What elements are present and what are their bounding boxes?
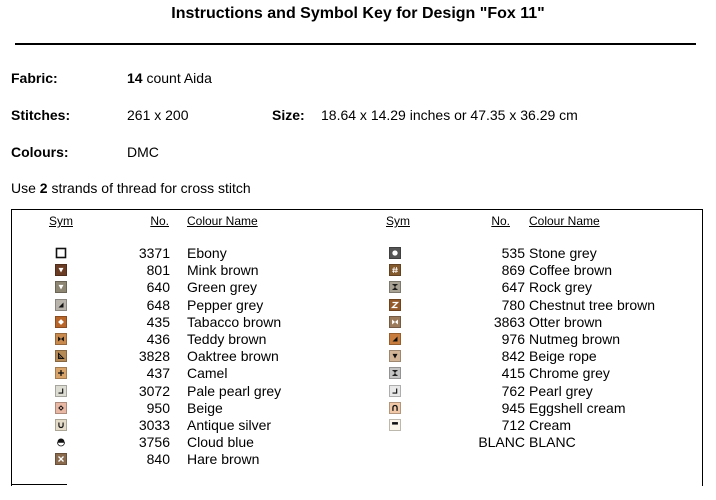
symbol-key-bottom-rule [11, 484, 67, 485]
document-title: Instructions and Symbol Key for Design "Fox 11" [171, 5, 545, 22]
right-colour-name-header: Colour Name [529, 214, 600, 228]
colour-name: Stone grey [529, 245, 597, 261]
dmc-number: 415 [501, 365, 525, 382]
stitches-value: 261 x 200 [127, 107, 189, 123]
colour-name: Beige [187, 399, 223, 416]
key-row [0, 365, 716, 382]
hash-icon [389, 264, 401, 276]
key-row [0, 297, 716, 314]
colour-name: Cloud blue [187, 434, 254, 451]
dmc-number: 3072 [138, 382, 170, 399]
colour-name: Otter brown [529, 313, 603, 330]
colour-name: Rock grey [529, 279, 593, 296]
dmc-number: 3756 [138, 434, 170, 451]
colour-name: Tabacco brown [187, 313, 282, 330]
corner-triangle-icon [389, 333, 401, 345]
dmc-number: 648 [146, 296, 170, 313]
size-label: Size: [272, 107, 305, 123]
note-strands: 2 [39, 180, 48, 196]
bar-icon [389, 419, 401, 431]
note-prefix: Use [11, 180, 40, 196]
colour-name: Pearl grey [529, 382, 593, 399]
colour-name: Pale pearl grey [187, 382, 282, 399]
key-row [0, 434, 716, 451]
key-row [0, 262, 716, 279]
colour-name: Nutmeg brown [529, 331, 621, 347]
dmc-number: 3371 [138, 245, 170, 261]
dmc-number: 842 [501, 348, 525, 365]
title-divider [15, 43, 696, 45]
dmc-number: 712 [501, 417, 525, 433]
left-sym-header: Sym [49, 214, 73, 228]
dmc-number: 780 [501, 296, 525, 313]
size-value: 18.64 x 14.29 inches or 47.35 x 36.29 cm [321, 107, 578, 123]
dmc-number: 436 [146, 331, 170, 347]
fabric-count: 14 [127, 70, 143, 86]
blank-icon [389, 436, 401, 448]
fabric-text: count Aida [142, 70, 212, 86]
colour-name: Coffee brown [529, 262, 613, 279]
key-row [0, 383, 716, 400]
corner-icon [389, 385, 401, 397]
dmc-number: 3033 [138, 417, 170, 433]
left-no-header: No. [150, 214, 169, 228]
dmc-number: 435 [146, 313, 170, 330]
dmc-number: 840 [146, 451, 170, 468]
dmc-number: 869 [501, 262, 525, 279]
hourglass-icon [389, 281, 401, 293]
bowtie-icon [389, 316, 401, 328]
colours-label: Colours: [11, 144, 69, 160]
key-row [0, 279, 716, 296]
dmc-number: 3863 [493, 313, 525, 330]
hourglass-icon [389, 367, 401, 379]
fabric-label: Fabric: [11, 70, 58, 86]
x-icon [55, 453, 67, 465]
key-row [0, 331, 716, 348]
left-colour-name-header: Colour Name [187, 214, 258, 228]
stitches-label: Stitches: [11, 107, 71, 123]
colour-name: Teddy brown [187, 331, 267, 347]
colour-name: Cream [529, 417, 572, 433]
colour-name: BLANC [529, 434, 576, 451]
arch-icon [389, 402, 401, 414]
dmc-number: 647 [501, 279, 525, 296]
z-icon [389, 299, 401, 311]
fabric-value [127, 70, 212, 86]
key-row [0, 245, 716, 262]
dmc-number: 976 [501, 331, 525, 347]
colour-name: Eggshell cream [529, 399, 626, 416]
colour-name: Camel [187, 365, 228, 382]
dmc-number: 945 [501, 399, 525, 416]
dmc-number: 950 [146, 399, 170, 416]
colour-name: Oaktree brown [187, 348, 279, 365]
dmc-number: 3828 [138, 348, 170, 365]
colour-name: Chrome grey [529, 365, 610, 382]
dmc-number: 535 [501, 245, 525, 261]
dmc-number: 801 [146, 262, 170, 279]
key-row [0, 400, 716, 417]
thread-note [11, 180, 251, 196]
colour-name: Beige rope [529, 348, 597, 365]
right-no-header: No. [491, 214, 510, 228]
down-triangle-icon [389, 350, 401, 362]
colour-name: Green grey [187, 279, 258, 296]
dmc-number: 762 [501, 382, 525, 399]
colours-value: DMC [127, 144, 159, 160]
dmc-number: 640 [146, 279, 170, 296]
right-sym-header: Sym [386, 214, 410, 228]
colour-name: Hare brown [187, 451, 260, 468]
dmc-number: 437 [146, 365, 170, 382]
colour-name: Ebony [187, 245, 227, 261]
colour-name: Chestnut tree brown [529, 296, 656, 313]
colour-name: Mink brown [187, 262, 259, 279]
key-row [0, 314, 716, 331]
key-row [0, 417, 716, 434]
key-row [0, 348, 716, 365]
dmc-number: BLANC [478, 434, 525, 451]
note-suffix: strands of thread for cross stitch [47, 180, 251, 196]
colour-name: Antique silver [187, 417, 272, 433]
circle-icon [389, 247, 401, 259]
key-row [0, 451, 716, 468]
colour-name: Pepper grey [187, 296, 264, 313]
